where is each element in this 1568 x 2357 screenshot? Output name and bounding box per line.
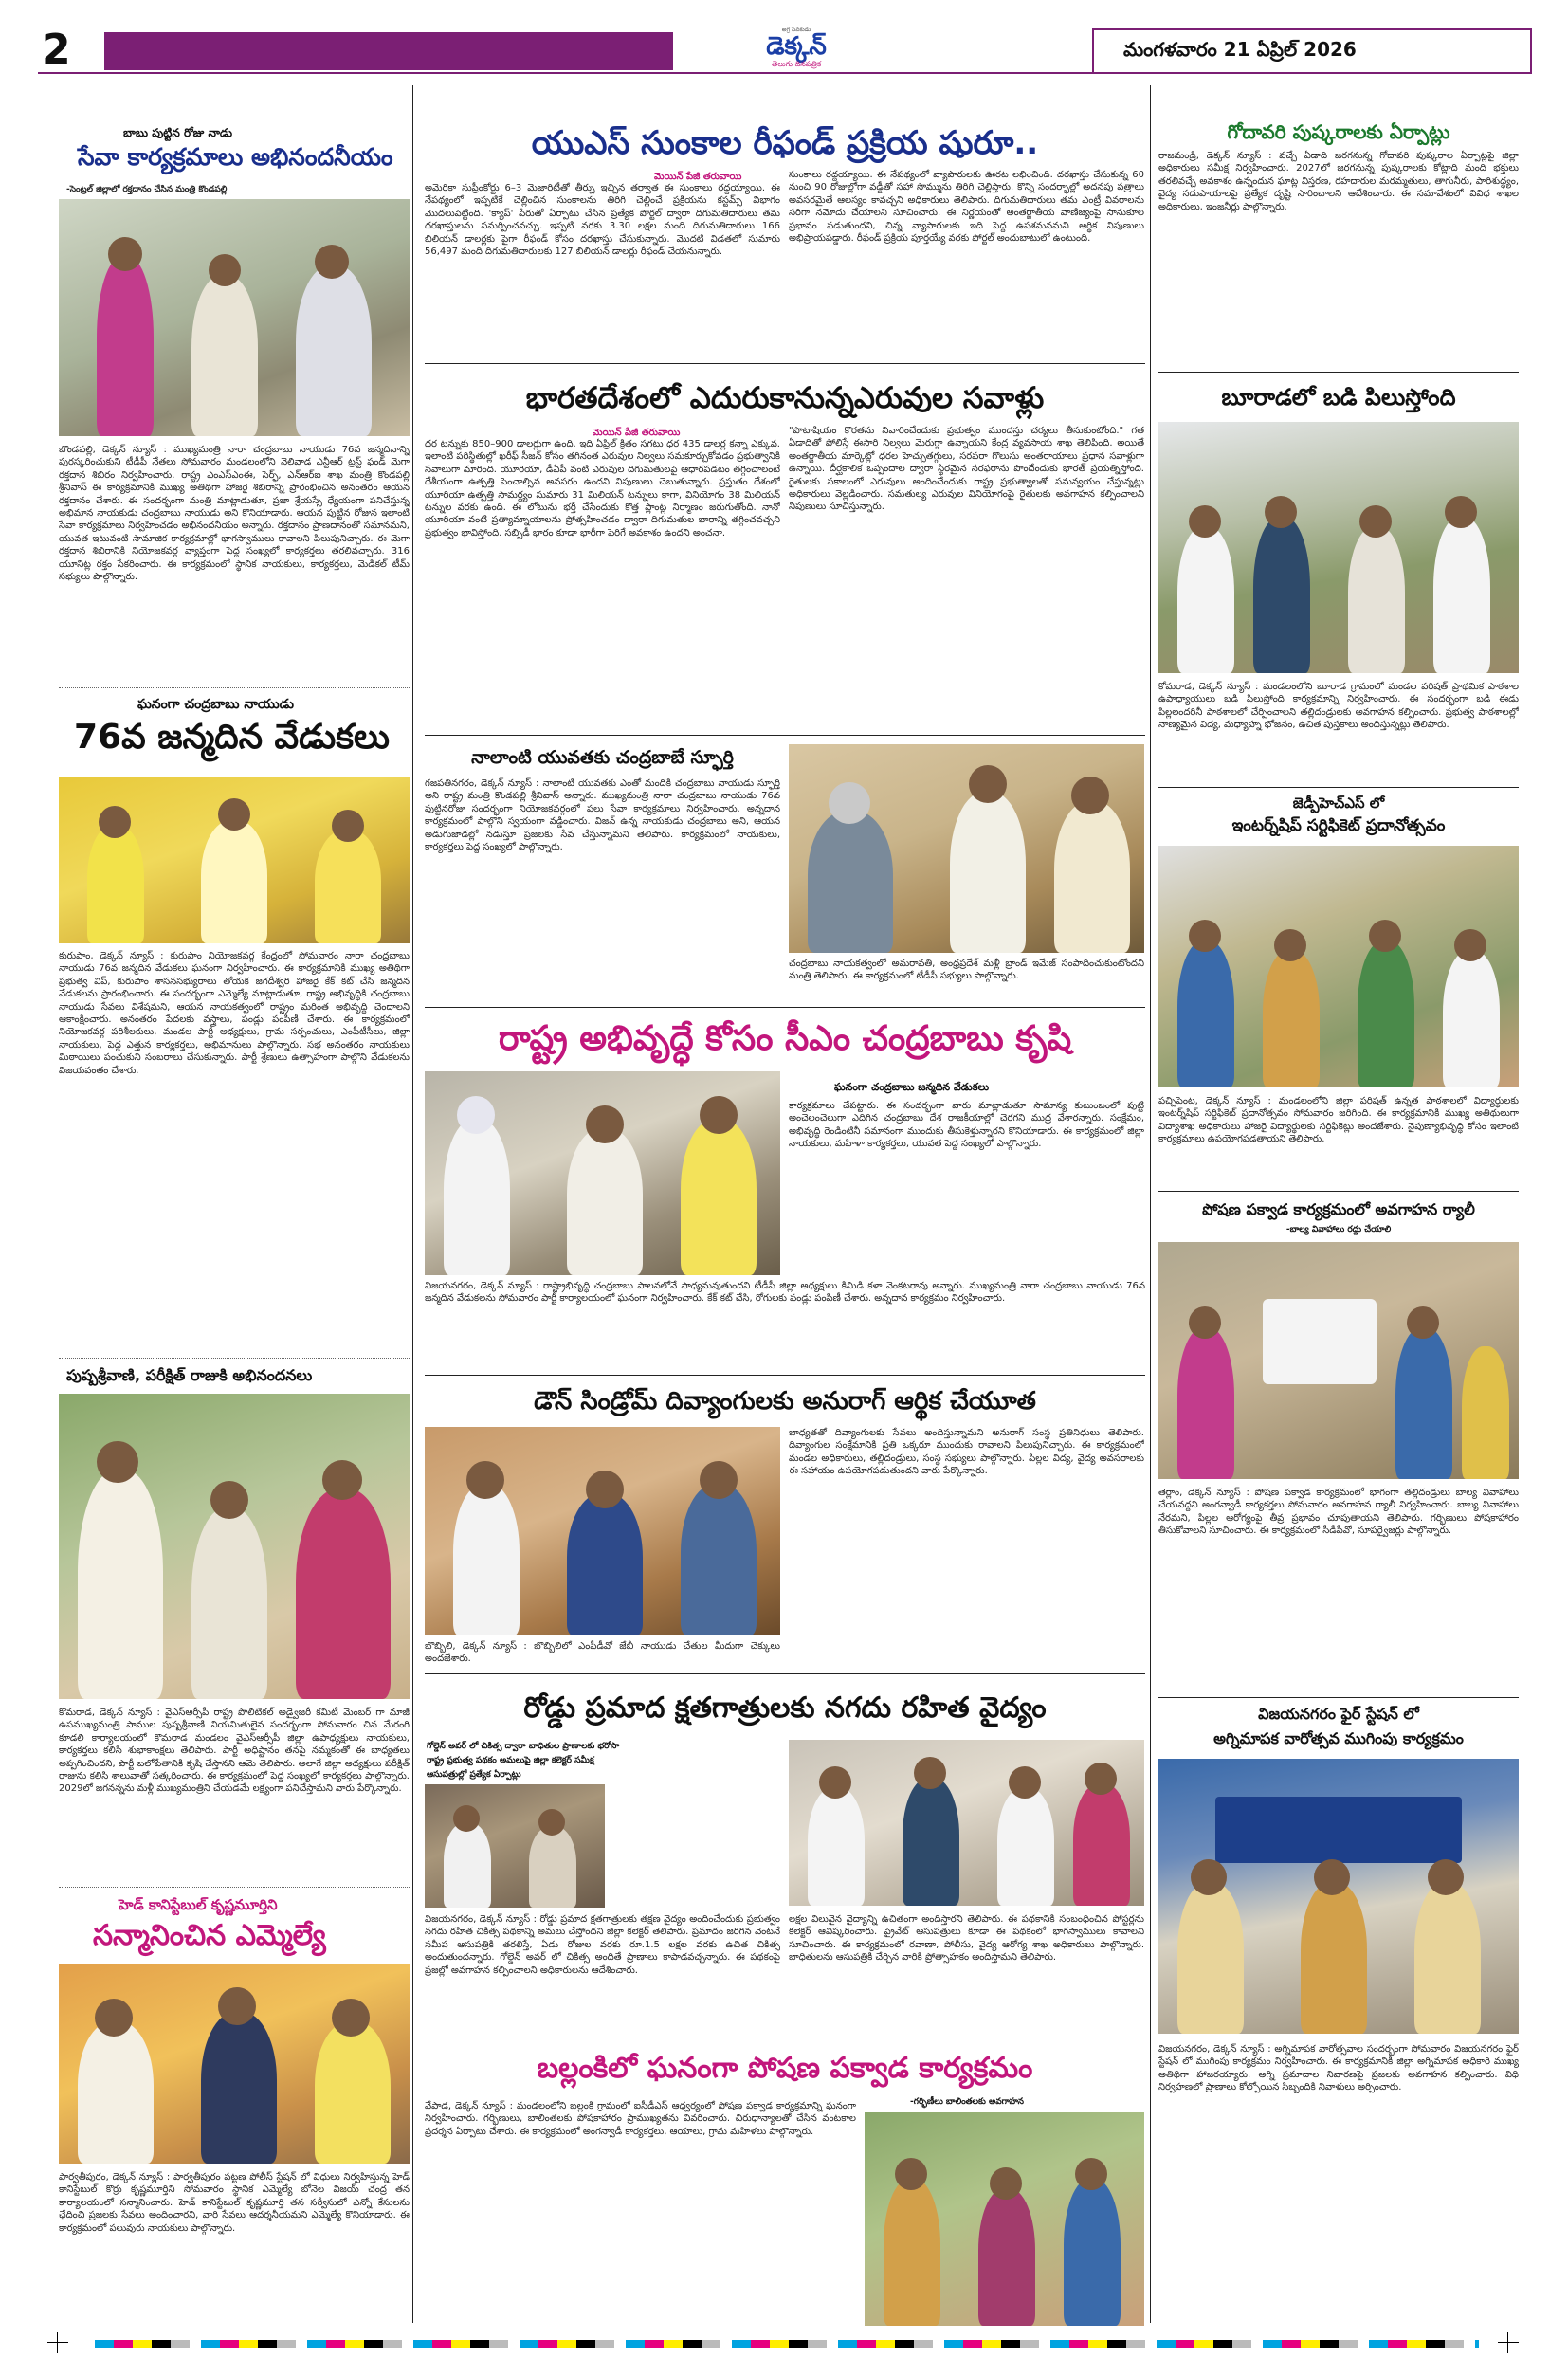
separator bbox=[59, 1358, 410, 1359]
center-story6-body-b: లక్షల విలువైన వైద్యాన్ని ఉచితంగా అందిస్తారని తెలిపారు. ఈ పథకానికి సంబంధించిన పోస్టర్లను కలెక్టర్ ఆవిష్కరించారు. ప్రైవేట్ ఆసుపత్రులు కూడా ఈ పథకంలో భాగస్వాములు కావాలని సూచించారు. ఈ కార్యక్రమంలో రవాణా, పోలీసు, వైద్య ఆరోగ్య శాఖ అధికారులు పాల్గొన్నారు. బాధితులను ఆసుపత్రికి చేర్చిన వారికి ప్రోత్సాహకం అందిస్తామని తెలిపారు. bbox=[789, 1914, 1144, 1964]
center-story4-headline: రాష్ట్ర అభివృద్ధే కోసం సీఎం చంద్రబాబు కృషి bbox=[498, 1019, 1072, 1058]
left-story1-headline: సేవా కార్యక్రమాలు అభినందనీయం bbox=[78, 143, 393, 171]
center-story7-photo-caption: -గర్భిణీలు బాలింతలకు అవగాహన bbox=[910, 2097, 1024, 2107]
left-story3-body: కొమరాడ, డెక్కన్ న్యూస్ : వైఎస్ఆర్సీపీ రాష్ట్ర పొలిటికల్ అడ్వైజరీ కమిటీ మెంబర్ గా మాజీ ఉపముఖ్యమంత్రి పాముల పుష్పశ్రీవాణి నియమితులైన సందర్భంగా సోమవారం చిన మేరంగి కూడలి కార్యాలయంలో కొమరాడ మండలం వైఎస్ఆర్సీపీ జిల్లా ఉపాధ్యక్షులు నాయకులు, కార్యకర్తలు కలిసి శుభాకాంక్షలు తెలిపారు. పార్టీ అధిష్టానం తనపై నమ్మకంతో ఈ బాధ్యతలు అప్పగించిందని, పార్టీ బలోపేతానికి కృషి చేస్తానని ఆమె తెలిపారు. అలాగే జిల్లా అధ్యక్షులు పరీక్షిత్ రాజును కలిసి శాలువాతో సత్కరించారు. ఈ కార్యక్రమంలో పెద్ద సంఖ్యలో కార్యకర్తలు పాల్గొన్నారు. 2029లో జగనన్నను మళ్లీ ముఖ్యమంత్రిని చేయడమే లక్ష్యంగా పనిచేస్తామని వారు పేర్కొన్నారు. bbox=[59, 1708, 410, 1795]
registration-mark bbox=[1498, 2332, 1519, 2353]
separator bbox=[425, 1007, 1145, 1008]
center-story3-photo-caption: చంద్రబాబు నాయకత్వంలో అమరావతి, అంధ్రప్రదేశ్ మళ్లీ బ్రాండ్ ఇమేజ్ సంపాదించుకుంటోందని మంత్రి తెలిపారు. ఈ కార్యక్రమంలో టీడీపీ సభ్యులు పాల్గొన్నారు. bbox=[789, 959, 1144, 982]
right-story1-body: రాజమండ్రి, డెక్కన్ న్యూస్ : వచ్చే ఏడాది జరగనున్న గోదావరి పుష్కరాల ఏర్పాట్లపై జిల్లా అధికారులు సమీక్ష నిర్వహించారు. 2027లో జరగనున్న పుష్కరాలకు కోట్లాది మంది భక్తులు తరలివచ్చే అవకాశం ఉన్నందున ఘాట్ల విస్తరణ, రహదారుల మరమ్మతులు, తాగునీరు, పారిశుద్ధ్యం, వైద్య సదుపాయాలపై ప్రత్యేక దృష్టి సారించాలని ఆదేశించారు. ఈ సమావేశంలో వివిధ శాఖల అధికారులు, ఇంజనీర్లు పాల్గొన్నారు. bbox=[1158, 151, 1519, 212]
center-story6-bullet-2: రాష్ట్ర ప్రభుత్వ పథకం అమలుపై జిల్లా కలెక్టర్ సమీక్ష bbox=[427, 1756, 594, 1765]
left-story4-photo bbox=[59, 1964, 410, 2164]
separator bbox=[1158, 1697, 1519, 1698]
center-story6-headline: రోడ్డు ప్రమాద క్షతగాత్రులకు నగదు రహిత వైద్యం bbox=[523, 1691, 1047, 1725]
center-story6-body-a: విజయనగరం, డెక్కన్ న్యూస్ : రోడ్డు ప్రమాద క్షతగాత్రులకు తక్షణ వైద్యం అందించేందుకు ప్రభుత్వం నగదు రహిత చికిత్స పథకాన్ని అమలు చేస్తోందని జిల్లా కలెక్టర్ తెలిపారు. ప్రమాదం జరిగిన వెంటనే సమీప ఆసుపత్రికి తరలిస్తే, ఏడు రోజుల వరకు రూ.1.5 లక్షల వరకు ఉచిత చికిత్స అందుతుందన్నారు. గోల్డెన్ అవర్ లో చికిత్స అందితే ప్రాణాలు కాపాడవచ్చన్నారు. ఈ పథకంపై ప్రజల్లో అవగాహన కల్పించాలని అధికారులను ఆదేశించారు. bbox=[425, 1914, 780, 1976]
center-story5-body-b: బాధ్యతతో దివ్యాంగులకు సేవలు అందిస్తున్నామని అనురాగ్ సంస్థ ప్రతినిధులు తెలిపారు. దివ్యాంగుల సంక్షేమానికి ప్రతి ఒక్కరూ ముందుకు రావాలని పిలుపునిచ్చారు. ఈ కార్యక్రమంలో మండల అధికారులు, తల్లిదండ్రులు, సంస్థ సభ్యులు పాల్గొన్నారు. పిల్లల విద్య, వైద్య అవసరాలకు ఈ సహాయం ఉపయోగపడుతుందని వారు పేర్కొన్నారు. bbox=[789, 1428, 1144, 1477]
center-story5-headline: డౌన్ సిండ్రోమ్ దివ్యాంగులకు అనురాగ్ ఆర్థిక చేయూత bbox=[534, 1387, 1036, 1416]
center-story7-photo bbox=[865, 2112, 1144, 2326]
center-story6-photo-left bbox=[425, 1784, 605, 1908]
right-story5-photo bbox=[1158, 1759, 1519, 2034]
right-story3-kicker: జెడ్పీహెచ్ఎస్ లో bbox=[1292, 795, 1385, 812]
column-rule-left bbox=[412, 85, 413, 2323]
separator bbox=[425, 1673, 1145, 1674]
center-story2-body-a: ధర టన్నుకు 850–900 డాలర్లుగా ఉంది. ఇది ఏప్రిల్ క్రితం సగటు ధర 435 డాలర్ల కన్నా ఎక్కువ. ఇలాంటి పరిస్థితుల్లో ఖరీఫ్ సీజన్ కోసం తగినంత ఎరువుల నిల్వలు సమకూర్చుకోవడం ప్రభుత్వానికి సవాలుగా మారింది. యూరియా, డీఏపీ వంటి ఎరువుల దిగుమతులపై ఆధారపడటం తగ్గించాలంటే దేశీయంగా ఉత్పత్తి పెంచాల్సిన అవసరం ఉందని నిపుణులు చెబుతున్నారు. ప్రస్తుతం దేశంలో యూరియా ఉత్పత్తి సామర్థ్యం సుమారు 31 మిలియన్ టన్నులు కాగా, వినియోగం 38 మిలియన్ టన్నుల వరకు ఉంది. ఈ లోటును భర్తీ చేసేందుకు కొత్త ప్లాంట్ల నిర్మాణం జరుగుతోంది. నానో యూరియా వంటి ప్రత్యామ్నాయాలను ప్రోత్సహించడం ద్వారా దిగుమతుల భారాన్ని తగ్గించవచ్చని ప్రభుత్వం భావిస్తోంది. సబ్సిడీ భారం కూడా భారీగా పెరిగే అవకాశం ఉందని అంచనా. bbox=[425, 439, 780, 539]
separator bbox=[425, 735, 1145, 736]
left-story4-headline: సన్మానించిన ఎమ్మెల్యే bbox=[93, 1919, 326, 1952]
left-story1-body: బొండపల్లి, డెక్కన్ న్యూస్ : ముఖ్యమంత్రి నారా చంద్రబాబు నాయుడు 76వ జన్మదినాన్ని పురస్కరించుకుని టీడీపీ నేతలు సోమవారం మండలంలోని నెలివాడ ఎన్టీఆర్ ట్రస్ట్ ఫండ్ మెగా రక్తదాన శిబిరం నిర్వహించారు. రాష్ట్ర ఎంఎస్ఎంఈ, సెర్ఫ్, ఎన్ఆర్ఐ శాఖ మంత్రి కొండపల్లి శ్రీనివాస్ ఈ కార్యక్రమానికి ముఖ్య అతిథిగా హాజరై శిబిరాన్ని ప్రారంభించిన అనంతరం ఆయన రక్తదానం చేశారు. ఈ సందర్భంగా మంత్రి మాట్లాడుతూ, ప్రజా శ్రేయస్సే ధ్యేయంగా పనిచేస్తున్న అభిమాన నాయకుడు చంద్రబాబు నాయుడు అని కొనియాడారు. ఆయన పుట్టిన రోజున ఇలాంటి సేవా కార్యక్రమాలు నిర్వహించడం అభినందనీయం అన్నారు. రక్తదానం ప్రాణదానంతో సమానమని, యువత ఇటువంటి సామాజిక కార్యక్రమాల్లో భాగస్వాములు కావాలని పిలుపునిచ్చారు. ఈ మెగా రక్తదాన శిబిరానికి నియోజకవర్గ వ్యాప్తంగా పెద్ద సంఖ్యలో కార్యకర్తలు తరలివచ్చారు. 316 యూనిట్ల రక్తం సేకరించారు. ఈ కార్యక్రమంలో స్థానిక నాయకులు, కార్యకర్తలు, మెడికల్ టీమ్ సభ్యులు పాల్గొన్నారు. bbox=[59, 445, 410, 583]
left-story2-headline: 76వ జన్మదిన వేడుకలు bbox=[74, 718, 390, 757]
separator bbox=[59, 687, 410, 688]
center-story6-bullet-1: గోల్డెన్ అవర్ లో చికిత్స ద్వారా బాధితుల ప్రాణాలకు భరోసా bbox=[427, 1742, 620, 1751]
left-story2-body: కురుపాం, డెక్కన్ న్యూస్ : కురుపాం నియోజకవర్గ కేంద్రంలో సోమవారం నారా చంద్రబాబు నాయుడు 76వ జన్మదిన వేడుకలు ఘనంగా నిర్వహించారు. ఈ కార్యక్రమానికి ముఖ్య అతిథిగా ప్రభుత్వ విప్, కురుపాం శాసనసభ్యురాలు తోయక జగదీశ్వరి హాజరై కేక్ కట్ చేసి జన్మదిన వేడుకలను ప్రారంభించారు. ఈ సందర్భంగా ఎమ్మెల్యే మాట్లాడుతూ, రాష్ట్ర అభివృద్ధికి చంద్రబాబు నాయుడు సేవలు విశేషమని, ఆయన నాయకత్వంలో రాష్ట్రం మరింత అభివృద్ధి చెందాలని ఆకాంక్షించారు. అనంతరం పేదలకు వస్త్రాలు, పండ్లు పంపిణీ చేశారు. ఈ కార్యక్రమంలో నియోజకవర్గ పరిశీలకులు, మండల పార్టీ అధ్యక్షులు, గ్రామ సర్పంచులు, ఎంపీటీసీలు, జిల్లా నాయకులు, పెద్ద ఎత్తున కార్యకర్తలు, అభిమానులు పాల్గొన్నారు. సభ అనంతరం నాయకులు మిఠాయిలు పంచుకుని సంబరాలు చేసుకున్నారు. పార్టీ శ్రేణులు ఉత్సాహంగా పాల్గొని వేడుకలను విజయవంతం చేశారు. bbox=[59, 951, 410, 1076]
left-story1-kicker: బాబు పుట్టిన రోజు నాడు bbox=[123, 126, 232, 139]
logo-tagline: తెలుగు దినపత్రిక bbox=[771, 60, 822, 68]
separator bbox=[425, 1375, 1145, 1376]
left-story3-headline: పుష్పశ్రీవాణి, పరీక్షిత్ రాజుకి అభినందనలు bbox=[66, 1366, 313, 1384]
separator bbox=[425, 363, 1145, 364]
center-story7-body: వేపాడ, డెక్కన్ న్యూస్ : మండలంలోని బల్లంకి గ్రామంలో ఐసీడీఎస్ ఆధ్వర్యంలో పోషణ పక్వాడ కార్యక్రమాన్ని ఘనంగా నిర్వహించారు. గర్భిణులు, బాలింతలకు పోషకాహారం ప్రాముఖ్యతను వివరించారు. చిరుధాన్యాలతో చేసిన వంటకాల ప్రదర్శన ఏర్పాటు చేశారు. ఈ కార్యక్రమంలో అంగన్వాడీ కార్యకర్తలు, ఆయాలు, గ్రామ మహిళలు పాల్గొన్నారు. bbox=[425, 2101, 856, 2137]
center-story7-headline: బల్లంకిలో ఘనంగా పోషణ పక్వాడ కార్యక్రమం bbox=[537, 2052, 1033, 2085]
logo-text: డెక్కన్ bbox=[766, 32, 827, 61]
right-story3-photo bbox=[1158, 846, 1519, 1087]
right-story2-body: కోమరాడ, డెక్కన్ న్యూస్ : మండలంలోని బూరాడ గ్రామంలో మండల పరిషత్ ప్రాథమిక పాఠశాల ఉపాధ్యాయులు బడి పిలుస్తోంది కార్యక్రమాన్ని నిర్వహించారు. ఈ సందర్భంగా బడి ఈడు పిల్లలందరినీ పాఠశాలలో చేర్పించాలని తల్లిదండ్రులకు అవగాహన కల్పించారు. ప్రభుత్వ పాఠశాలల్లో నాణ్యమైన విద్య, మధ్యాహ్న భోజనం, ఉచిత పుస్తకాలు అందిస్తున్నట్లు తెలిపారు. bbox=[1158, 682, 1519, 731]
separator bbox=[59, 1887, 410, 1888]
center-story4-body-a: విజయనగరం, డెక్కన్ న్యూస్ : రాష్ట్రాభివృద్ధి చంద్రబాబు పాలనలోనే సాధ్యమవుతుందని టీడీపీ జిల్లా అధ్యక్షులు కిమిడి కళా వెంకటరావు అన్నారు. ముఖ్యమంత్రి నారా చంద్రబాబు నాయుడు 76వ జన్మదిన వేడుకలను సోమవారం పార్టీ కార్యాలయంలో ఘనంగా నిర్వహించారు. కేక్ కట్ చేసి, రోగులకు పండ్లు పంపిణీ చేశారు. అన్నదాన కార్యక్రమం నిర్వహించారు. bbox=[425, 1281, 1145, 1305]
right-story4-body: తెర్లాం, డెక్కన్ న్యూస్ : పోషణ పక్వాడ కార్యక్రమంలో భాగంగా తల్లిదండ్రులు బాల్య వివాహాలు చేయవద్దని అంగన్వాడీ కార్యకర్తలు సోమవారం అవగాహన ర్యాలీ నిర్వహించారు. బాల్య వివాహాలు నేరమని, పిల్లల ఆరోగ్యంపై తీవ్ర ప్రభావం చూపుతాయని తెలిపారు. గర్భిణులు పోషకాహారం తీసుకోవాలని సూచించారు. ఈ కార్యక్రమంలో సీడీపీవో, సూపర్వైజర్లు పాల్గొన్నారు. bbox=[1158, 1488, 1519, 1537]
right-story3-headline: ఇంటర్న్‌షిప్ సర్టిఫికెట్ ప్రదానోత్సవం bbox=[1231, 816, 1446, 835]
separator bbox=[1158, 787, 1519, 788]
center-story1-body-a: అమెరికా సుప్రీంకోర్టు 6–3 మెజారిటీతో తీర్పు ఇచ్చిన తర్వాత ఈ సుంకాలు రద్దయ్యాయి. ఈ నేపథ్యంలో ఇప్పటికే చెల్లించిన సుంకాలను తిరిగి చెల్లించే ప్రక్రియను కస్టమ్స్ విభాగం మొదలుపెట్టింది. 'క్యాప్' పేరుతో ఏర్పాటు చేసిన ప్రత్యేక పోర్టల్ ద్వారా దిగుమతిదారులు తమ దరఖాస్తులను సమర్పించవచ్చు. ఇప్పటి వరకు 3.30 లక్షల మంది దిగుమతిదారులు 166 బిలియన్ డాలర్లకు పైగా రీఫండ్ కోసం దరఖాస్తు చేసుకున్నారు. మొదటి విడతలో సుమారు 56,497 మంది దిగుమతిదారులకు 127 బిలియన్ డాలర్లు రీఫండ్ చేయనున్నారు. bbox=[425, 183, 780, 258]
right-story4-headline: పోషణ పక్వాడ కార్యక్రమంలో అవగాహన ర్యాలీ bbox=[1202, 1200, 1475, 1218]
center-story2-byline: మెయిన్ పేజీ తరువాయి bbox=[593, 428, 681, 438]
right-story1-headline: గోదావరి పుష్కరాలకు ఏర్పాట్లు bbox=[1227, 120, 1450, 143]
separator bbox=[1158, 1191, 1519, 1192]
center-story5-photo bbox=[425, 1427, 780, 1635]
right-story3-body: పచ్చిపెంట, డెక్కన్ న్యూస్ : మండలంలోని జిల్లా పరిషత్ ఉన్నత పాఠశాలలో విద్యార్థులకు ఇంటర్న్‌షిప్ సర్టిఫికెట్ ప్రదానోత్సవం సోమవారం జరిగింది. ఈ కార్యక్రమానికి ముఖ్య అతిథులుగా విద్యాశాఖ అధికారులు హాజరై విద్యార్థులకు సర్టిఫికెట్లు అందజేశారు. నైపుణ్యాభివృద్ధి కోసం ఇలాంటి కార్యక్రమాలు ఉపయోగపడతాయని తెలిపారు. bbox=[1158, 1096, 1519, 1145]
header-band-left bbox=[104, 32, 673, 70]
center-story2-body-b: "పొటాషియం కొరతను నివారించేందుకు ప్రభుత్వం ముందస్తు చర్యలు తీసుకుంటోంది." గత ఏడాదితో పోలిస్తే ఈసారి నిల్వలు మెరుగ్గా ఉన్నాయని కేంద్ర వ్యవసాయ శాఖ తెలిపింది. అయితే అంతర్జాతీయ మార్కెట్లో ధరల హెచ్చుతగ్గులు, సరఫరా గొలుసు అంతరాయాలు ప్రధాన సవాళ్లుగా ఉన్నాయి. దీర్ఘకాలిక ఒప్పందాల ద్వారా స్థిరమైన సరఫరాను పొందేందుకు భారత్ ప్రయత్నిస్తోంది. రైతులకు సకాలంలో ఎరువులు అందించేందుకు రాష్ట్ర ప్రభుత్వాలతో సమన్వయం చేస్తున్నట్లు అధికారులు వెల్లడించారు. సమతుల్య ఎరువుల వినియోగంపై రైతులకు అవగాహన కల్పించాలని నిపుణులు సూచిస్తున్నారు. bbox=[789, 426, 1144, 513]
center-story4-photo bbox=[425, 1071, 780, 1275]
center-story1-byline: మెయిన్ పేజీ తరువాయి bbox=[654, 172, 742, 182]
center-story3-headline: నాలాంటి యువతకు చంద్రబాబే స్ఫూర్తి bbox=[471, 747, 734, 768]
center-story2-headline: భారతదేశంలో ఎదురుకానున్నఎరువుల సవాళ్లు bbox=[525, 381, 1045, 415]
left-story1-caption: -సెంట్రల్ జిల్లాలో రక్తదానం చేసిన మంత్రి కొండపల్లి bbox=[66, 185, 228, 194]
center-story4-body-b: కార్యక్రమాలు చేపట్టారు. ఈ సందర్భంగా వారు మాట్లాడుతూ సామాన్య కుటుంబంలో పుట్టి అంచెలంచెలుగా ఎదిగిన చంద్రబాబు దేశ రాజకీయాల్లో చెరగని ముద్ర వేశారన్నారు. సంక్షేమం, అభివృద్ధి రెండింటినీ సమానంగా ముందుకు తీసుకెళ్తున్నారని కొనియాడారు. ఈ కార్యక్రమంలో జిల్లా నాయకులు, మహిళా కార్యకర్తలు, యువత పెద్ద సంఖ్యలో పాల్గొన్నారు. bbox=[789, 1101, 1144, 1150]
center-story6-bullet-3: ఆసుపత్రుల్లో ప్రత్యేక ఏర్పాట్లు bbox=[427, 1770, 521, 1780]
registration-mark bbox=[47, 2332, 68, 2353]
left-story4-kicker: హెడ్ కానిస్టేబుల్ కృష్ణమూర్తిని bbox=[119, 1896, 278, 1913]
center-story3-photo bbox=[789, 744, 1144, 953]
separator bbox=[1158, 372, 1519, 373]
color-bar bbox=[95, 2340, 1479, 2348]
right-story5-kicker: విజయనగరం ఫైర్ స్టేషన్ లో bbox=[1258, 1705, 1419, 1723]
logo-top-text: అగ్ర సేవకుడు bbox=[781, 27, 811, 33]
right-story5-headline: అగ్నిమాపక వారోత్సవ ముగింపు కార్యక్రమం bbox=[1213, 1729, 1464, 1747]
logo bbox=[730, 27, 863, 76]
right-story4-kicker: -బాల్య వివాహాలు రద్దు చేయాలి bbox=[1285, 1225, 1392, 1234]
center-story1-headline: యుఎస్ సుంకాల రీఫండ్ ప్రక్రియ షురూ.. bbox=[531, 124, 1039, 162]
center-story5-photo-caption: బొబ్బిలి, డెక్కన్ న్యూస్ : బొబ్బిలిలో ఎంపీడీవో జేబీ నాయుడు చేతుల మీదుగా చెక్కులు అందజేశారు. bbox=[425, 1641, 780, 1665]
right-story2-headline: బూరాడలో బడి పిలుస్తోంది bbox=[1221, 384, 1456, 411]
center-story4-kicker: ఘనంగా చంద్రబాబు జన్మదిన వేడుకలు bbox=[834, 1081, 990, 1093]
header-date: మంగళవారం 21 ఏప్రిల్ 2026 bbox=[1123, 38, 1357, 61]
center-story3-body: గజపతినగరం, డెక్కన్ న్యూస్ : నాలాంటి యువతకు ఎంతో మందికి చంద్రబాబు నాయుడు స్ఫూర్తి అని రాష్ట్ర మంత్రి కొండపల్లి శ్రీనివాస్ అన్నారు. ముఖ్యమంత్రి నారా చంద్రబాబు నాయుడు 76వ పుట్టినరోజు సందర్భంగా నియోజకవర్గంలో పలు సేవా కార్యక్రమాలు నిర్వహించారు. అన్నదాన కార్యక్రమంలో పాల్గొని స్వయంగా వడ్డించారు. విజన్ ఉన్న నాయకుడు చంద్రబాబు అని, ఆయన అడుగుజాడల్లో నడుస్తూ ప్రజలకు సేవ చేస్తున్నామని తెలిపారు. కార్యక్రమంలో నాయకులు, కార్యకర్తలు పెద్ద సంఖ్యలో పాల్గొన్నారు. bbox=[425, 778, 780, 853]
center-story1-body-b: సుంకాలు రద్దయ్యాయి. ఈ నేపథ్యంలో వ్యాపారులకు ఊరట లభించింది. దరఖాస్తు చేసుకున్న 60 నుంచి 90 రోజుల్లోగా వడ్డీతో సహా సొమ్మును తిరిగి చెల్లిస్తారు. కొన్ని సందర్భాల్లో అదనపు పత్రాలు అవసరమైతే ఆలస్యం కావచ్చని అధికారులు తెలిపారు. దిగుమతిదారులు తమ ఎంట్రీ వివరాలను సరిగా నమోదు చేయాలని సూచించారు. ఈ నిర్ణయంతో అంతర్జాతీయ వాణిజ్యంపై సానుకూల ప్రభావం పడుతుందని, చిన్న వ్యాపారులకు ఇది పెద్ద ఉపశమనమని ఆర్థిక నిపుణులు అభిప్రాయపడ్డారు. రీఫండ్ ప్రక్రియ పూర్తయ్యే వరకు పోర్టల్ అందుబాటులో ఉంటుంది. bbox=[789, 170, 1144, 245]
center-story6-photo-right bbox=[789, 1740, 1144, 1906]
left-story2-photo bbox=[59, 777, 410, 943]
left-story4-body: పార్వతీపురం, డెక్కన్ న్యూస్ : పార్వతీపురం పట్టణ పోలీస్ స్టేషన్ లో విధులు నిర్వహిస్తున్న హెడ్ కానిస్టేబుల్ కొర్రు కృష్ణమూర్తిని సోమవారం స్థానిక ఎమ్మెల్యే బోనెల విజయ్ చంద్ర తన కార్యాలయంలో సన్మానించారు. హెడ్ కానిస్టేబుల్ కృష్ణమూర్తి తన సర్వీసులో ఎన్నో కేసులను ఛేదించి ప్రజలకు సేవలు అందించారని, వారి సేవలు ఆదర్శనీయమని ఎమ్మెల్యే కొనియాడారు. ఈ కార్యక్రమంలో పలువురు నాయకులు పాల్గొన్నారు. bbox=[59, 2172, 410, 2234]
right-story2-photo bbox=[1158, 422, 1519, 673]
page-number: 2 bbox=[42, 26, 71, 74]
left-story3-photo bbox=[59, 1394, 410, 1699]
column-rule-right bbox=[1150, 85, 1151, 2323]
left-story2-kicker: ఘనంగా చంద్రబాబు నాయుడు bbox=[137, 697, 294, 712]
right-story4-photo bbox=[1158, 1242, 1519, 1479]
right-story5-body: విజయనగరం, డెక్కన్ న్యూస్ : అగ్నిమాపక వారోత్సవాల సందర్భంగా సోమవారం విజయనగరం ఫైర్ స్టేషన్ లో ముగింపు కార్యక్రమం నిర్వహించారు. ఈ కార్యక్రమానికి జిల్లా అగ్నిమాపక అధికారి ముఖ్య అతిథిగా హాజరయ్యారు. అగ్ని ప్రమాదాల నివారణపై ప్రజలకు అవగాహన కల్పించారు. విధి నిర్వహణలో ప్రాణాలు కోల్పోయిన సిబ్బందికి నివాళులు అర్పించారు. bbox=[1158, 2044, 1519, 2093]
left-story1-photo bbox=[59, 199, 410, 436]
